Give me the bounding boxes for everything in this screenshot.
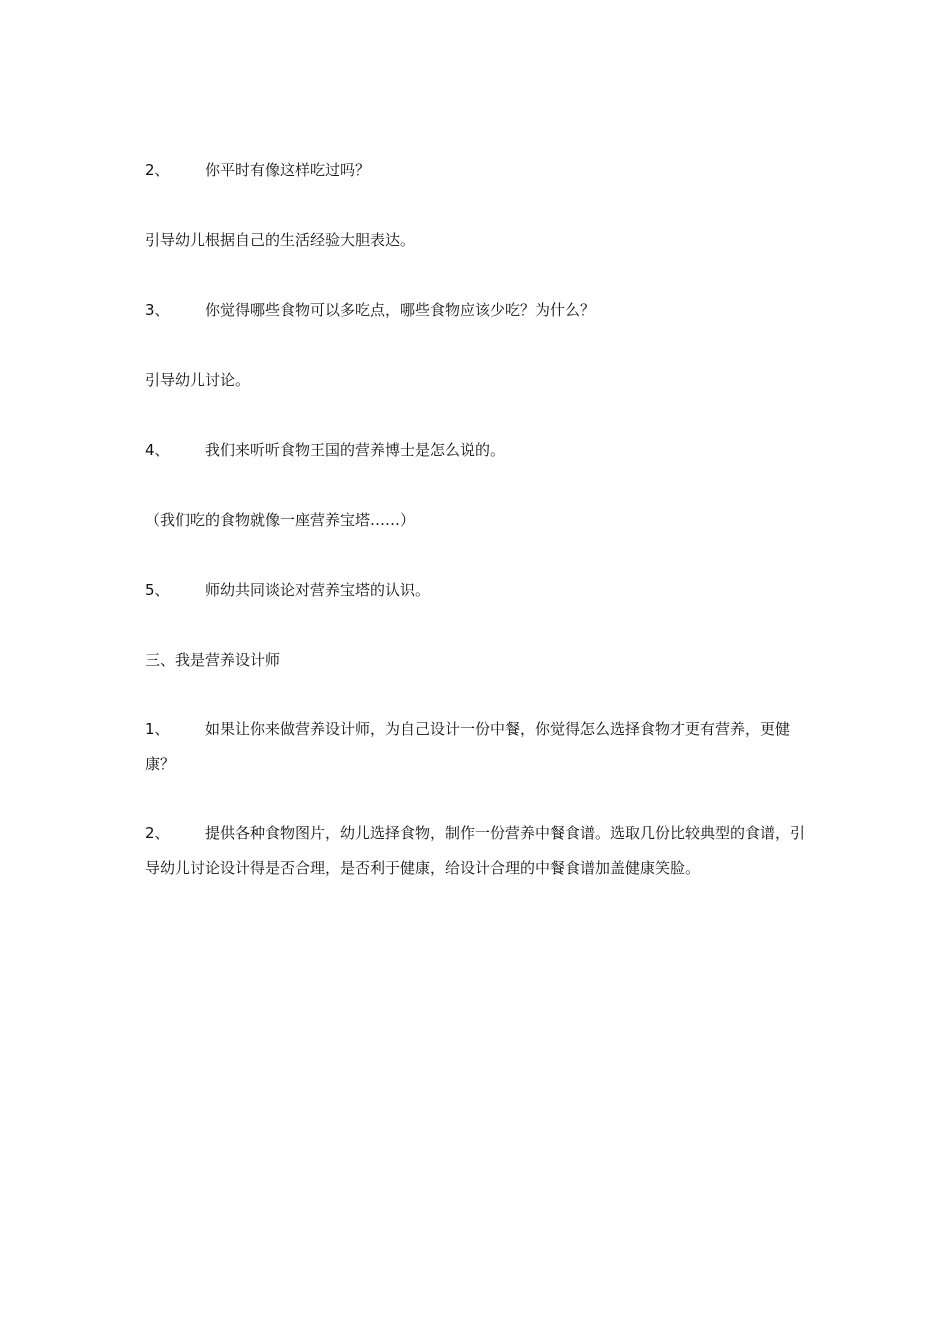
item-number: 4、 [145, 441, 170, 459]
paragraph-pagoda-note [145, 503, 805, 538]
item-number: 2、 [145, 824, 170, 842]
section-heading [145, 643, 805, 678]
paragraph-item-2b [145, 816, 805, 886]
paragraph-text: 引导幼儿根据自己的生活经验大胆表达。 [145, 231, 416, 249]
paragraph-item-4 [145, 433, 805, 468]
paragraph-item-5 [145, 573, 805, 608]
item-text: 你平时有像这样吃过吗？ [205, 161, 371, 179]
item-number: 2、 [145, 161, 170, 179]
item-text: 提供各种食物图片，幼儿选择食物，制作一份营养中餐食谱。选取几份比较典型的食谱，引导幼儿讨论设计得是否合理，是否利于健康，给设计合理的中餐食谱加盖健康笑脸。 [145, 824, 806, 877]
item-text: 如果让你来做营养设计师，为自己设计一份中餐，你觉得怎么选择食物才更有营养，更健康？ [145, 720, 791, 773]
paragraph-text: 引导幼儿讨论。 [145, 371, 251, 389]
section-title: 三、我是营养设计师 [145, 651, 281, 669]
paragraph-item-3 [145, 293, 805, 328]
item-number: 3、 [145, 301, 170, 319]
item-text: 你觉得哪些食物可以多吃点，哪些食物应该少吃？为什么？ [205, 301, 596, 319]
item-text: 我们来听听食物王国的营养博士是怎么说的。 [205, 441, 506, 459]
paragraph-item-1 [145, 712, 805, 782]
paragraph-discussion [145, 363, 805, 398]
item-number: 1、 [145, 720, 170, 738]
item-text: 师幼共同谈论对营养宝塔的认识。 [205, 581, 431, 599]
paragraph-guidance [145, 223, 805, 258]
item-number: 5、 [145, 581, 170, 599]
paragraph-item-2 [145, 153, 805, 188]
paragraph-text: （我们吃的食物就像一座营养宝塔……） [145, 511, 416, 529]
